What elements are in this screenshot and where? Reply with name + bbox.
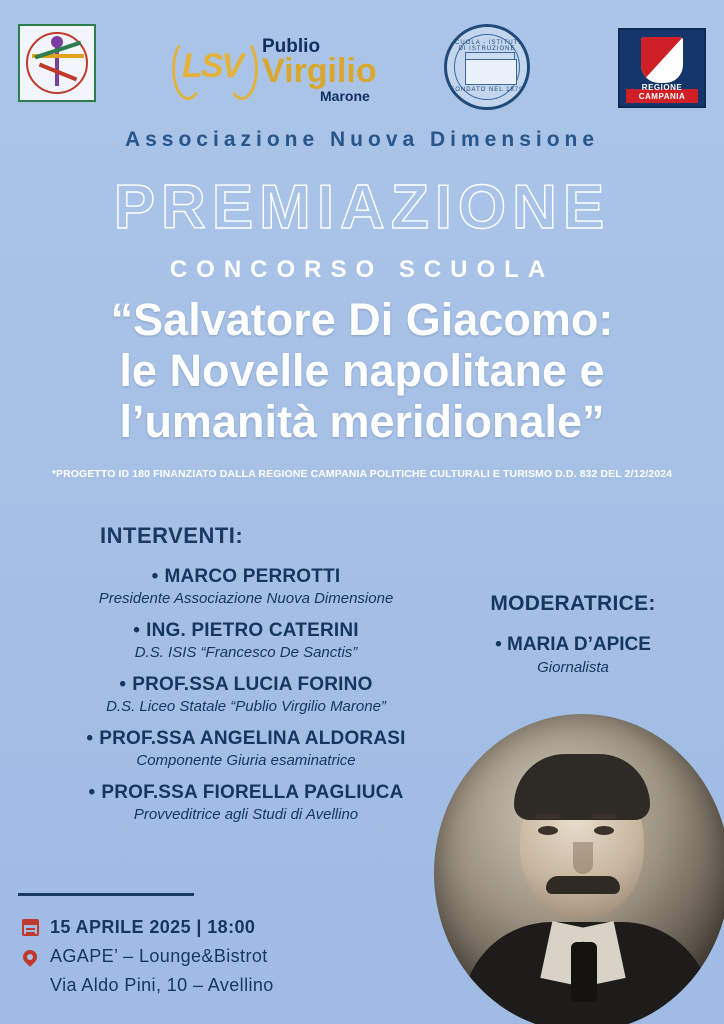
event-address-row bbox=[18, 975, 448, 996]
speaker-name-text: ING. PIETRO CATERINI bbox=[146, 620, 359, 641]
event-venue: AGAPE’ – Lounge&Bistrot bbox=[50, 946, 268, 966]
footer-divider bbox=[18, 893, 194, 896]
portrait-eye-left bbox=[538, 826, 558, 835]
salvatore-di-giacomo-portrait bbox=[434, 714, 724, 1024]
speaker-name bbox=[36, 728, 456, 750]
list-item bbox=[36, 566, 456, 607]
speaker-name-text: PROF.SSA LUCIA FORINO bbox=[132, 674, 373, 695]
event-title-line-2: le Novelle napolitane e bbox=[119, 345, 605, 396]
portrait-hair bbox=[514, 754, 650, 820]
list-item bbox=[36, 620, 456, 661]
speaker-role: D.S. ISIS “Francesco De Sanctis” bbox=[134, 644, 358, 661]
association-name: Associazione Nuova Dimensione bbox=[124, 128, 600, 151]
speaker-role: D.S. Liceo Statale “Publio Virgilio Marone” bbox=[106, 698, 386, 715]
logo-line1: Publio bbox=[262, 36, 321, 57]
contest-subtitle: CONCORSO SCUOLA bbox=[169, 256, 555, 283]
list-item bbox=[36, 728, 456, 769]
event-date-row bbox=[18, 917, 448, 938]
portrait-brow-right bbox=[591, 814, 617, 819]
regione-campania-logo bbox=[618, 28, 706, 108]
event-title-line-3: l’umanità meridionale” bbox=[119, 396, 605, 447]
bullet-icon: • bbox=[151, 566, 159, 587]
page-title: PREMIAZIONE bbox=[113, 173, 611, 242]
bullet-icon: • bbox=[86, 728, 94, 749]
list-item bbox=[36, 674, 456, 715]
shield-red-band bbox=[641, 37, 683, 83]
speaker-name bbox=[36, 782, 456, 804]
location-pin-icon bbox=[18, 950, 42, 964]
moderator-name bbox=[448, 634, 698, 656]
vitruvian-man-logo-icon bbox=[18, 24, 96, 102]
bullet-icon: • bbox=[495, 634, 507, 655]
event-venue-row bbox=[18, 946, 448, 967]
logo-bar bbox=[0, 14, 724, 114]
speaker-name bbox=[36, 674, 456, 696]
logo-line2: Virgilio bbox=[262, 52, 377, 90]
event-details bbox=[18, 917, 448, 1004]
isis-francesco-de-sanctis-seal-icon bbox=[444, 24, 530, 110]
portrait-eye-right bbox=[594, 826, 614, 835]
bullet-icon: • bbox=[133, 620, 141, 641]
publio-virgilio-marone-logo bbox=[170, 28, 390, 102]
campania-shield-icon bbox=[641, 37, 683, 83]
logo-line3: Marone bbox=[320, 88, 370, 104]
speakers-list bbox=[36, 566, 456, 836]
speaker-name bbox=[36, 620, 456, 642]
bullet-icon: • bbox=[119, 674, 127, 695]
bullet-icon: • bbox=[88, 782, 96, 803]
speaker-name-text: PROF.SSA ANGELINA ALDORASI bbox=[99, 728, 406, 749]
portrait-tie bbox=[571, 942, 597, 1002]
moderator-role: Giornalista bbox=[537, 659, 609, 676]
speaker-name bbox=[36, 566, 456, 588]
speakers-heading: INTERVENTI: bbox=[100, 523, 244, 548]
speaker-role: Componente Giuria esaminatrice bbox=[136, 752, 356, 769]
event-title bbox=[0, 294, 724, 447]
speaker-role: Presidente Associazione Nuova Dimensione bbox=[98, 590, 394, 607]
portrait-brow-left bbox=[535, 814, 561, 819]
speaker-name-text: PROF.SSA FIORELLA PAGLIUCA bbox=[101, 782, 404, 803]
portrait-mustache bbox=[546, 876, 620, 894]
logo-monogram: LSV bbox=[181, 47, 243, 85]
event-date-time: 15 APRILE 2025 | 18:00 bbox=[50, 917, 256, 937]
event-address: Via Aldo Pini, 10 – Avellino bbox=[50, 975, 274, 995]
speaker-name-text: MARCO PERROTTI bbox=[164, 566, 341, 587]
speaker-role: Provveditrice agli Studi di Avellino bbox=[133, 806, 359, 823]
seal-bottom-text: FONDATO NEL 1879 bbox=[450, 87, 524, 93]
moderator-heading: MODERATRICE: bbox=[490, 592, 656, 615]
funding-note: *PROGETTO ID 180 FINANZIATO DALLA REGIONE CAMPANIA POLITICHE CULTURALI E TURISMO D.D. 832 DEL 2/12/2024 bbox=[51, 468, 673, 480]
seal-building-icon bbox=[465, 59, 517, 85]
calendar-icon bbox=[18, 919, 42, 936]
logo-caption: REGIONE CAMPANIA bbox=[638, 83, 686, 101]
seal-top-text: SCUOLA - ISTITUTO DI ISTRUZIONE bbox=[450, 40, 524, 52]
moderator-name-text: MARIA D’APICE bbox=[507, 634, 651, 655]
moderator-block bbox=[448, 592, 698, 676]
event-title-line-1: “Salvatore Di Giacomo: bbox=[110, 294, 614, 345]
list-item bbox=[36, 782, 456, 823]
portrait-nose bbox=[573, 842, 593, 874]
